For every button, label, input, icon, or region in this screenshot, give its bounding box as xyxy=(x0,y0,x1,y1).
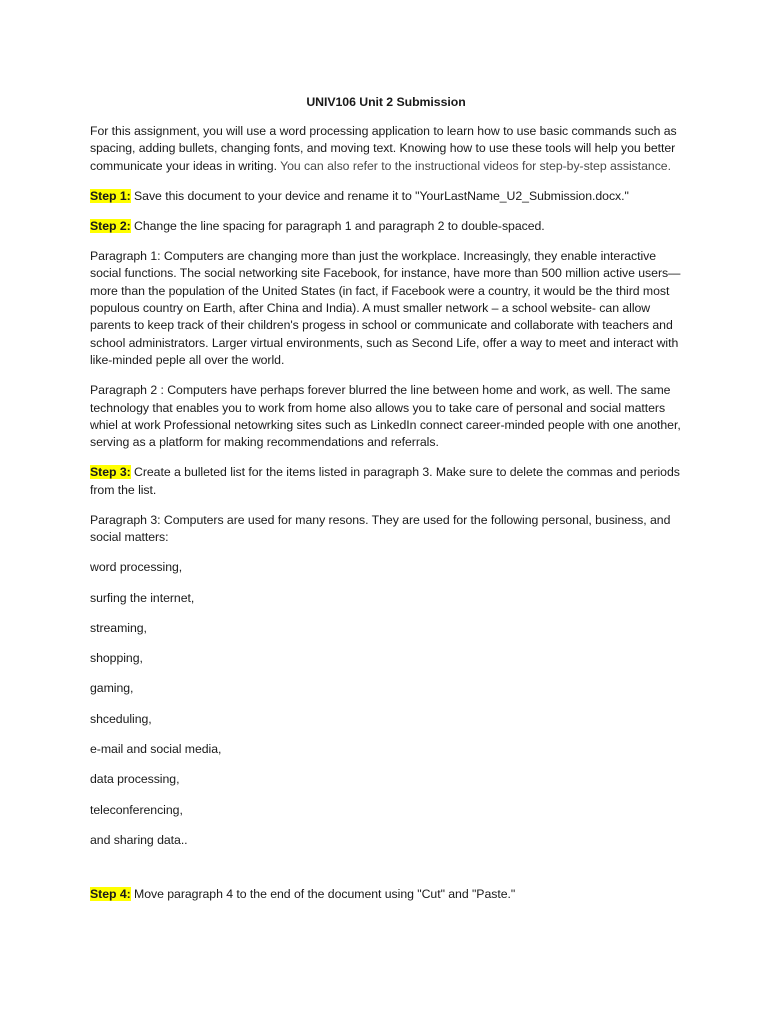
list-item: data processing, xyxy=(90,772,180,787)
list-item: surfing the internet, xyxy=(90,590,195,605)
step-4-text: Move paragraph 4 to the end of the document using "Cut" and "Paste." xyxy=(130,887,516,902)
list-item: and sharing data.. xyxy=(90,832,188,847)
document-page xyxy=(90,94,682,916)
paragraph-2: Paragraph 2 : Computers have perhaps forever blurred the line between home and work, as well. The same technology that enables you to work from home also allows you to take care of personal and social matters whiel at work Professional netowrking sites such as LinkedIn connect career-minded people with one another, serving as a platform for making recommendations and referrals. xyxy=(90,383,681,450)
step-2 xyxy=(90,218,682,235)
step-1-label: Step 1: xyxy=(90,188,131,203)
document-title: UNIV106 Unit 2 Submission xyxy=(306,95,466,109)
intro-paragraph xyxy=(90,123,682,175)
step-3-label: Step 3: xyxy=(90,465,131,480)
paragraph-1: Paragraph 1: Computers are changing more than just the workplace. Increasingly, they enable interactive social functions. The social networking site Facebook, for instance, have more than 500 million active users—more than the population of the United States (in fact, if Facebook were a country, it would be the third most populous country on Earth, after China and India). A must smaller network – a school website- can allow parents to keep track of their children's progess in school or communicate and collaborate with teachers and school administrators. Larger virtual environments, such as Second Life, offer a way to meet and interact with like-minded peple all over the world. xyxy=(90,248,681,368)
list-item: teleconferencing, xyxy=(90,802,183,817)
list-item: gaming, xyxy=(90,681,134,696)
list-item: word processing, xyxy=(90,560,183,575)
intro-text: For this assignment, you will use a word processing application to learn how to use basic commands such as spacing, adding bullets, changing fonts, and moving text. Knowing how to use these tools will help you better communicate your ideas in writing. xyxy=(90,124,677,173)
list-item: shopping, xyxy=(90,651,143,666)
step-1 xyxy=(90,188,682,205)
list-item: e-mail and social media, xyxy=(90,742,222,757)
step-4 xyxy=(90,886,682,903)
step-4-label: Step 4: xyxy=(90,887,131,902)
step-2-text: Change the line spacing for paragraph 1 and paragraph 2 to double-spaced. xyxy=(130,218,545,233)
step-3 xyxy=(90,464,682,499)
step-1-text: Save this document to your device and rename it to "YourLastName_U2_Submission.docx." xyxy=(130,188,629,203)
paragraph-3: Paragraph 3: Computers are used for many resons. They are used for the following personal, business, and social matters: xyxy=(90,512,671,545)
step-2-label: Step 2: xyxy=(90,218,131,233)
computer-uses-list xyxy=(90,559,682,849)
list-item: streaming, xyxy=(90,620,147,635)
step-3-text: Create a bulleted list for the items listed in paragraph 3. Make sure to delete the commas and periods from the list. xyxy=(90,465,680,497)
list-item: shceduling, xyxy=(90,711,152,726)
intro-muted-text: You can also refer to the instructional videos for step-by-step assistance. xyxy=(276,158,671,173)
blank-line xyxy=(90,862,682,886)
